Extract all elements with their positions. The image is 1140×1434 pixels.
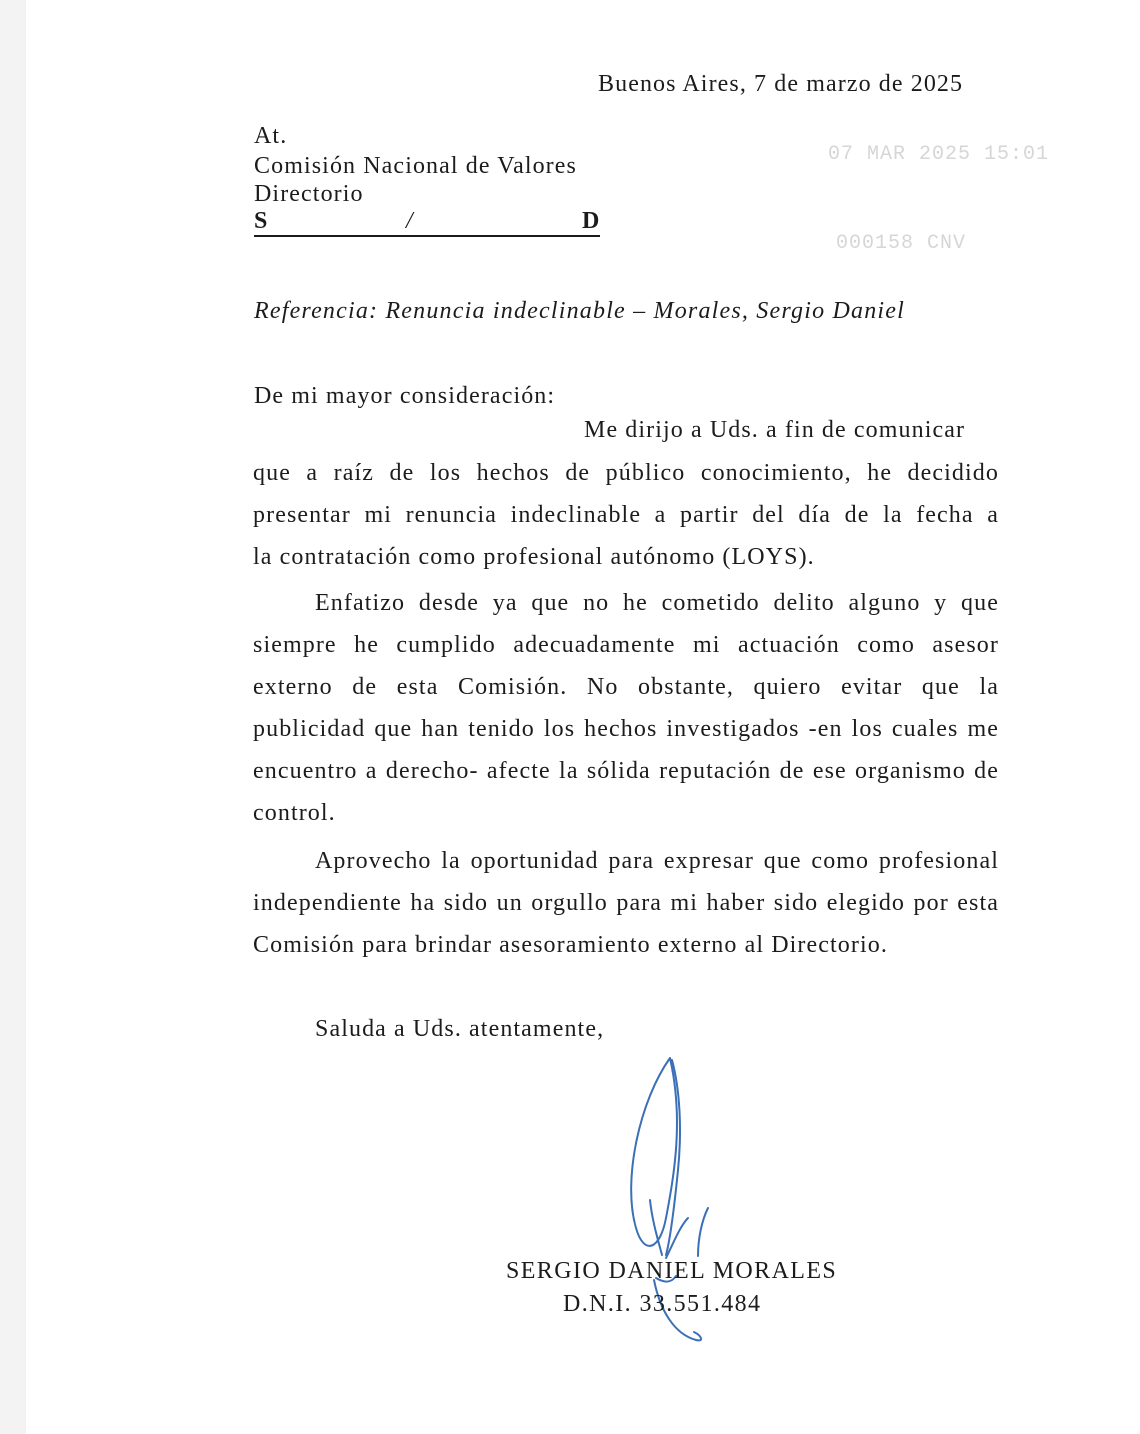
paragraph-1-opening: Me dirijo a Uds. a fin de comunicar xyxy=(584,417,966,443)
signer-name: SERGIO DANIEL MORALES xyxy=(506,1258,838,1284)
paragraph-2 xyxy=(253,582,999,834)
closing: Saluda a Uds. atentamente, xyxy=(315,1016,605,1042)
paragraph-3-text: Aprovecho la oportunidad para expresar que como profesional independiente ha sido un orgullo para mi haber sido elegido por esta Comisión para brindar asesoramiento externo al Directorio. xyxy=(253,848,999,958)
sd-left: S xyxy=(254,208,268,234)
addressee-organization: Comisión Nacional de Valores xyxy=(254,153,577,179)
place-date: Buenos Aires, 7 de marzo de 2025 xyxy=(598,71,964,97)
sd-underline xyxy=(254,235,600,237)
number-stamp: 000158 CNV xyxy=(836,232,967,255)
addressee-at: At. xyxy=(254,123,288,149)
paragraph-1-line-1: que a raíz de los hechos de público conocimiento, he decidido xyxy=(253,460,999,486)
scan-edge xyxy=(0,0,26,1434)
signer-dni: D.N.I. 33.551.484 xyxy=(563,1291,762,1317)
sd-slash: / xyxy=(406,208,413,234)
received-stamp: 07 MAR 2025 15:01 xyxy=(828,143,1050,166)
sd-right: D xyxy=(582,208,600,234)
greeting: De mi mayor consideración: xyxy=(254,383,556,409)
addressee-department: Directorio xyxy=(254,181,364,207)
paragraph-2-text: Enfatizo desde ya que no he cometido delito alguno y que siempre he cumplido adecuadamente mi actuación como asesor externo de esta Comisión. No obstante, quiero evitar que la publicidad que han tenido los hechos investigados -en los cuales me encuentro a derecho- afecte la sólida reputación de ese organismo de control. xyxy=(253,590,999,826)
reference-line: Referencia: Renuncia indeclinable – Morales, Sergio Daniel xyxy=(254,298,905,324)
paragraph-1-line-2: presentar mi renuncia indeclinable a partir del día de la fecha a xyxy=(253,502,999,528)
paragraph-3 xyxy=(253,840,999,966)
paragraph-1-line-3: la contratación como profesional autónomo (LOYS). xyxy=(253,544,815,570)
